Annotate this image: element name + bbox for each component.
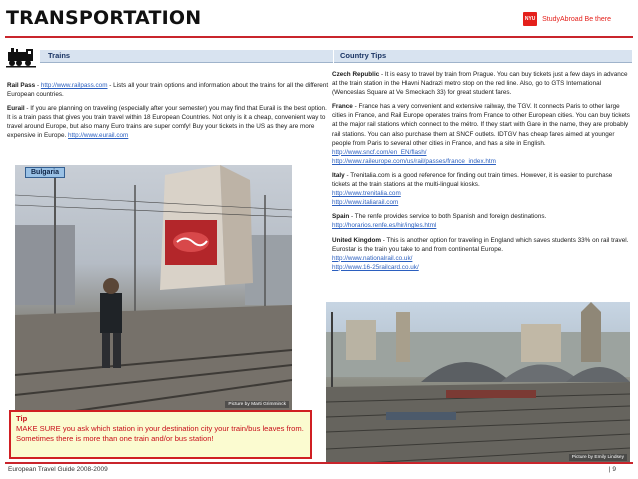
bulgaria-station-photo	[15, 165, 292, 411]
railpass-link[interactable]: http://www.railpass.com	[40, 82, 108, 89]
trains-text	[7, 81, 332, 146]
prague-station-photo	[326, 302, 630, 464]
trenitalia-link[interactable]: http://www.trenitalia.com	[332, 190, 401, 198]
country-tips-text	[326, 70, 631, 277]
country-label: France	[332, 103, 353, 111]
eurail-paragraph	[7, 104, 332, 140]
country-tips-section-header: Country Tips	[334, 50, 632, 63]
nyu-logo-icon: NYU	[523, 12, 537, 26]
country-entry-france	[332, 102, 631, 166]
train-icon	[6, 46, 36, 68]
trains-section-header: Trains	[40, 50, 333, 63]
country-text: - Trenitalia.com is a good reference for finding out train times. However, it is easier to purchase tickets at the train stations at the multi-lingual kiosks.	[332, 171, 613, 189]
country-entry-italy	[332, 171, 631, 207]
photo-credit-right: Picture by Emily Lindsey	[569, 454, 627, 461]
page-title: TRANSPORTATION	[6, 7, 202, 29]
eurail-label: Eurail	[7, 105, 25, 113]
separator: -	[24, 105, 31, 113]
sncf-link[interactable]: http://www.sncf.com/en_EN/flash/	[332, 148, 427, 156]
country-entry-czech	[332, 70, 631, 97]
country-entry-spain	[332, 212, 631, 230]
country-label: United Kingdom	[332, 236, 381, 244]
country-text: - France has a very convenient and extensive railway, the TGV. It connects Paris to other large cities in France, and Rail Europe operates trains from France to other European cities. You can buy tickets at the major rail stations which connect to the métro. If they start with Gare in the name, they are probably rail stations. You can also purchase them at SNCF outlets. IDTGV has cheap fares aimed at younger people from Paris to several other cities in France, and has a site in English.	[332, 103, 630, 147]
prague-photo-illustration	[326, 302, 630, 464]
country-text: - This is another option for traveling in England which saves students 33% on rail travel. Eurostar is the train you take to and from continental Europe.	[332, 236, 629, 253]
rail-pass-paragraph	[7, 81, 332, 99]
rail-pass-text: - Lists all your train options and information about the trains for all the different European countries.	[7, 82, 329, 99]
eurail-text: If you are planning on traveling (especially after your semester) you may find that Eurail is the best option. It is a train pass that gives you train travel within 18 European Countries. Not only is it a cheap, convenient way to travel around Europe, but also many Euro trains are super comfy! Buy your tickets in the US as they are more expensive in Europe.	[7, 105, 327, 140]
bulgaria-label: Bulgaria	[25, 167, 65, 178]
footer-divider	[5, 462, 633, 464]
tip-text: MAKE SURE you ask which station in your destination city your train/bus leaves from. Sometimes there is more than one train and/or bus station!	[16, 424, 304, 443]
tip-label: Tip	[16, 414, 28, 423]
country-entry-uk	[332, 236, 631, 272]
country-label: Spain	[332, 213, 350, 221]
eurail-link[interactable]: http://www.eurail.com	[68, 132, 129, 140]
footer-guide-title: European Travel Guide 2008-2009	[8, 466, 108, 473]
italiarail-link[interactable]: http://www.italiarail.com	[332, 199, 399, 207]
country-label: Czech Republic	[332, 71, 380, 78]
country-label: Italy	[332, 171, 345, 179]
bulgaria-photo-illustration	[15, 165, 292, 411]
raileurope-link[interactable]: http://www.raileurope.com/us/rail/passes/france_index.htm	[332, 157, 496, 165]
separator: -	[35, 82, 41, 89]
nationalrail-link[interactable]: http://www.nationalrail.co.uk/	[332, 254, 413, 262]
nyu-study-abroad-logo	[523, 12, 611, 26]
rail-pass-label: Rail Pass	[7, 82, 36, 89]
renfe-link[interactable]: http://horarios.renfe.es/hir/ingles.html	[332, 222, 437, 230]
title-divider	[5, 36, 633, 38]
tip-box	[9, 410, 312, 459]
railcard-link[interactable]: http://www.16-25railcard.co.uk/	[332, 263, 419, 271]
country-text: - It is easy to travel by train from Prague. You can buy tickets just a few days in advance at the train station in the Hlavni Nadrazi metro stop on the red line. Also, go to GTS International (Wenceslas Square at Ve Smeckach 33) for great student fares.	[332, 71, 628, 97]
brand-tagline: StudyAbroad Be there	[542, 15, 611, 23]
country-text: - The renfe provides service to both Spanish and foreign destinations.	[349, 213, 547, 221]
photo-credit-left: Picture by Marti Grimminck	[225, 401, 289, 408]
page-number: | 9	[608, 466, 616, 473]
